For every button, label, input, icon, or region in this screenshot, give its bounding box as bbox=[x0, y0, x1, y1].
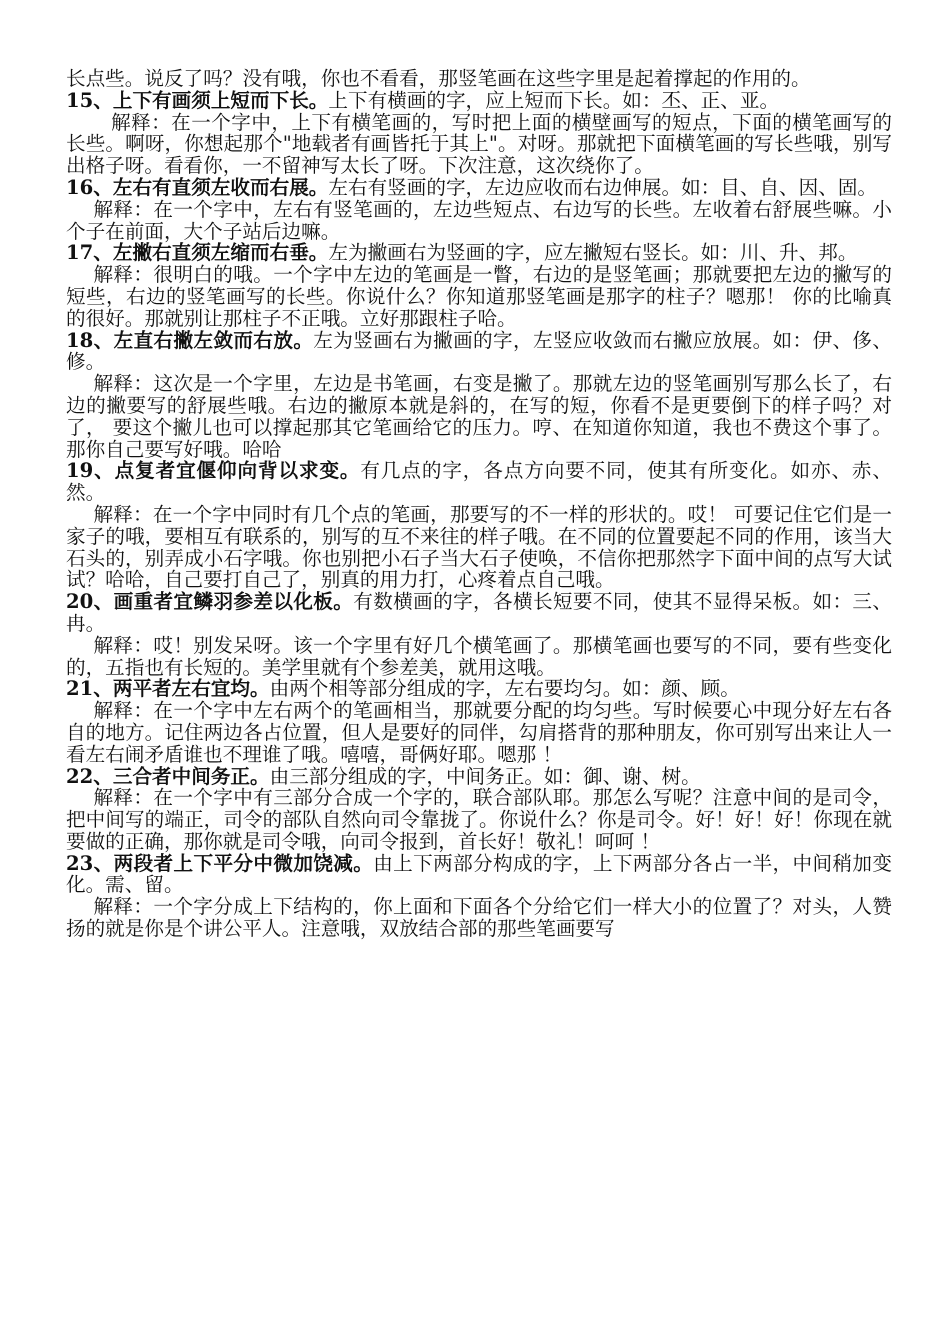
rule-title: 点复者宜偃仰向背以求变。 bbox=[114, 459, 361, 483]
rule-description: 由两个相等部分组成的字，左右要均匀。如：颜、顾。 bbox=[269, 677, 740, 701]
rule-description: 由三部分组成的字，中间务正。如：御、谢、树。 bbox=[269, 764, 701, 788]
rule-title: 画重者宜鳞羽参差以化板。 bbox=[113, 590, 354, 614]
rule-number: 23、 bbox=[66, 851, 114, 875]
rule-title: 两平者左右宜均。 bbox=[112, 677, 270, 701]
rule-number: 15、 bbox=[66, 88, 113, 112]
rule-description: 左为撇画右为竖画的字，应左撇短右竖长。如：川、升、邦。 bbox=[328, 241, 858, 265]
rule-title: 三合者中间务正。 bbox=[112, 764, 270, 788]
rule-title: 左右有直须左收而右展。 bbox=[112, 175, 329, 199]
explanation-19: 解释：在一个字中同时有几个点的笔画，那要写的不一样的形状的。哎！ 可要记住它们是一家子的哦，要相互有联系的，别写的互不来往的样子哦。在不同的位置要起不同的作用，该当大石头的，别弄成小石字哦。你也别把小石子当大石子使唤，不信你把那然字下面中间的点写大试试？哈哈，自己要打自己了，别真的用力打，心疼着点自己哦。 bbox=[66, 502, 892, 592]
rule-heading-19 bbox=[66, 460, 892, 504]
explanation-16: 解释：在一个字中，左右有竖笔画的，左边些短点、右边写的长些。左收着右舒展些嘛。小个子在前面，大个子站后边嘛。 bbox=[66, 197, 892, 243]
rule-heading-22 bbox=[66, 766, 892, 788]
rule-number: 20、 bbox=[66, 590, 114, 614]
rule-number: 17、 bbox=[66, 241, 113, 265]
rule-description: 有几点的字，各点方向要不同，使其有所变化。如亦、赤、然。 bbox=[66, 459, 892, 505]
rule-title: 左直右撇左敛而右放。 bbox=[113, 328, 314, 352]
rule-title: 两段者上下平分中微加饶减。 bbox=[113, 851, 374, 875]
rule-description: 左为竖画右为撇画的字，左竖应收敛而右撇应放展。如：伊、侈、修。 bbox=[66, 328, 892, 374]
rule-title: 上下有画须上短而下长。 bbox=[112, 88, 329, 112]
rule-heading-17 bbox=[66, 242, 892, 264]
rule-number: 16、 bbox=[66, 175, 113, 199]
rule-heading-15 bbox=[66, 90, 892, 112]
rule-description: 有数横画的字，各横长短要不同，使其不显得呆板。如：三、冉。 bbox=[66, 590, 892, 635]
rule-heading-18 bbox=[66, 330, 892, 374]
rule-number: 21、 bbox=[66, 677, 113, 701]
explanation-17: 解释：很明白的哦。一个字中左边的笔画是一瞥，右边的是竖笔画；那就要把左边的撇写的短些，右边的竖笔画写的长些。你说什么？你知道那竖笔画是那字的柱子？嗯那！ 你的比喻真的很好。那就别让那柱子不正哦。立好那跟柱子哈。 bbox=[66, 263, 892, 330]
rule-description: 由上下两部分构成的字，上下两部分各占一半，中间稍加变化。需、留。 bbox=[66, 851, 892, 897]
rule-heading-20 bbox=[66, 591, 892, 635]
explanation-21: 解释：在一个字中左右两个的笔画相当，那就要分配的均匀些。写时候要心中现分好左右各自的地方。记住两边各占位置，但人是要好的同伴，勾肩搭背的那种朋友，你可别写出来让人一看左右闹矛盾谁也不理谁了哦。嘻嘻，哥俩好耶。嗯那 ！ bbox=[66, 699, 892, 766]
document-page bbox=[66, 68, 892, 940]
explanation-23: 解释：一个字分成上下结构的，你上面和下面各个分给它们一样大小的位置了？对头，人赞扬的就是你是个讲公平人。注意哦，双放结合部的那些笔画要写 bbox=[66, 895, 892, 941]
rule-heading-16 bbox=[66, 177, 892, 199]
rule-description: 上下有横画的字，应上短而下长。如：丕、正、亚。 bbox=[328, 88, 780, 112]
rule-description: 左右有竖画的字，左边应收而右边伸展。如：目、自、因、固。 bbox=[328, 175, 878, 199]
rule-heading-23 bbox=[66, 853, 892, 897]
explanation-18: 解释：这次是一个字里，左边是书笔画，右变是撇了。那就左边的竖笔画别写那么长了，右边的撇要写的舒展些哦。右边的撇原本就是斜的，在写的短，你看不是更要倒下的样子吗？对了， 要这个撇儿也可以撑起那其它笔画给它的压力。哼、在知道你知道，我也不费这个事了。那你自己要写好哦。哈哈 bbox=[66, 372, 892, 461]
rule-number: 22、 bbox=[66, 764, 113, 788]
explanation-15: 解释：在一个字中，上下有横笔画的，写时把上面的横壁画写的短点，下面的横笔画写的长些。啊呀，你想起那个"地载者有画皆托于其上"。对呀。那就把下面横笔画的写长些哦，别写出格子呀。看看你，一不留神写太长了呀。下次注意，这次绕你了。 bbox=[66, 110, 892, 178]
rule-number: 19、 bbox=[66, 459, 115, 483]
explanation-22: 解释：在一个字中有三部分合成一个字的，联合部队耶。那怎么写呢？注意中间的是司令，把中间写的端正，司令的部队自然向司令靠拢了。你说什么？你是司令。好！好！好！你现在就要做的正确，那你就是司令哦，向司令报到，首长好！敬礼！呵呵 ！ bbox=[66, 786, 892, 853]
rule-heading-21 bbox=[66, 678, 892, 700]
intro-paragraph: 长点些。说反了吗？没有哦，你也不看看，那竖笔画在这些字里是起着撑起的作用的。 bbox=[66, 67, 811, 90]
rule-number: 18、 bbox=[66, 328, 114, 352]
rule-title: 左撇右直须左缩而右垂。 bbox=[112, 241, 329, 265]
explanation-20: 解释：哎！别发呆呀。该一个字里有好几个横笔画了。那横笔画也要写的不同，要有些变化的，五指也有长短的。美学里就有个参差美，就用这哦。 bbox=[66, 633, 892, 679]
